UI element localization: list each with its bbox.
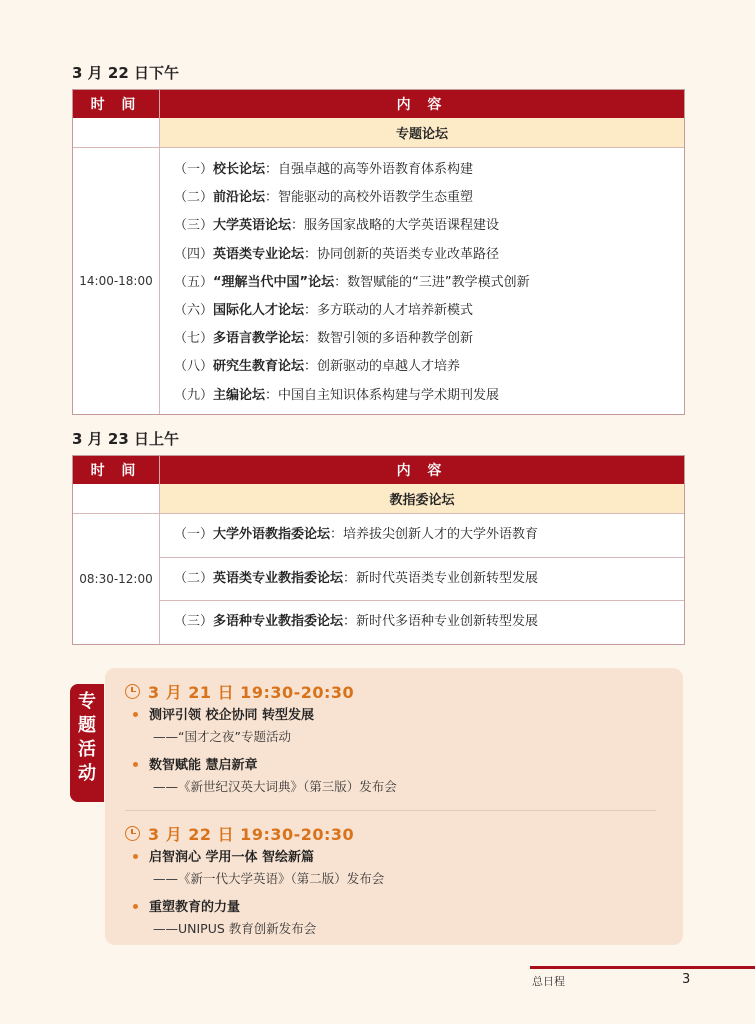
- activity-block-2: [125, 823, 384, 938]
- list-item: （七）多语言教学论坛：数智引领的多语种教学创新: [174, 331, 474, 347]
- time-cell: 08:30-12:00: [73, 514, 160, 644]
- list-item: （六）国际化人才论坛：多方联动的人才培养新模式: [174, 302, 474, 318]
- list-item: （八）研究生教育论坛：创新驱动的卓越人才培养: [174, 359, 461, 375]
- day2-title: 3 月 23 日上午: [72, 430, 179, 448]
- activity-time: 3 月 21 日 19:30-20:30: [148, 682, 355, 702]
- bullet-icon: [133, 712, 138, 717]
- list-item: （二）前沿论坛：智能驱动的高校外语教学生态重塑: [174, 190, 474, 206]
- list-item: （四）英语类专业论坛：协同创新的英语类专业改革路径: [174, 246, 500, 262]
- header-content: 内 容: [396, 97, 448, 113]
- table-body: [73, 148, 684, 414]
- list-item: （二）英语类专业教指委论坛：新时代英语类专业创新转型发展: [160, 558, 684, 602]
- table-subheader: [73, 118, 684, 148]
- header-content: 内 容: [396, 463, 448, 479]
- subheader-label: 教指委论坛: [160, 484, 684, 513]
- table-header: [73, 456, 684, 484]
- list-item: （三）多语种专业教指委论坛：新时代多语种专业创新转型发展: [174, 614, 539, 629]
- clock-icon: [125, 826, 140, 841]
- day1-title: 3 月 22 日下午: [72, 64, 179, 82]
- table-body: [73, 514, 684, 644]
- event-item: [129, 757, 397, 796]
- list-item: （一）大学外语教指委论坛：培养拔尖创新人才的大学外语教育: [160, 514, 684, 558]
- event-subtitle: ——《新世纪汉英大词典》（第三版）发布会: [153, 779, 397, 794]
- list-item: （三）大学英语论坛：服务国家战略的大学英语课程建设: [174, 218, 500, 234]
- clock-icon: [125, 684, 140, 699]
- page-number: 3: [682, 972, 691, 987]
- divider: [125, 810, 656, 811]
- footer-section: 总日程: [532, 975, 565, 988]
- day1-schedule-table: [72, 89, 685, 415]
- header-time: 时 间: [73, 90, 160, 118]
- bullet-icon: [133, 904, 138, 909]
- activities-tab: [70, 684, 104, 802]
- list-item: （九）主编论坛：中国自主知识体系构建与学术期刊发展: [174, 387, 500, 403]
- subheader-label: 专题论坛: [160, 118, 684, 147]
- footer-rule: [530, 966, 755, 969]
- day2-schedule-table: [72, 455, 685, 645]
- table-header: [73, 90, 684, 118]
- event-subtitle: ——《新一代大学英语》（第二版）发布会: [153, 871, 385, 886]
- event-title: 测评引领 校企协同 转型发展: [149, 708, 315, 723]
- header-time: 时 间: [73, 456, 160, 484]
- time-cell: 14:00-18:00: [73, 148, 160, 414]
- bullet-icon: [133, 762, 138, 767]
- event-subtitle: ——“国才之夜”专题活动: [153, 729, 291, 744]
- table-subheader: [73, 484, 684, 514]
- activity-time: 3 月 22 日 19:30-20:30: [148, 824, 355, 844]
- event-title: 数智赋能 慧启新章: [149, 758, 258, 773]
- activity-block-1: [125, 681, 397, 796]
- list-item: （一）校长论坛：自强卓越的高等外语教育体系构建: [174, 162, 474, 177]
- list-item: （五）“理解当代中国”论坛：数智赋能的“三进”教学模式创新: [174, 274, 530, 290]
- activities-tab-label: 专 题 活 动: [78, 691, 96, 784]
- bullet-icon: [133, 854, 138, 859]
- event-item: [129, 899, 384, 938]
- event-item: [129, 707, 397, 746]
- event-subtitle: ——UNIPUS 教育创新发布会: [153, 921, 317, 936]
- event-item: [129, 849, 384, 888]
- event-title: 启智润心 学用一体 智绘新篇: [149, 850, 315, 865]
- event-title: 重塑教育的力量: [149, 900, 241, 915]
